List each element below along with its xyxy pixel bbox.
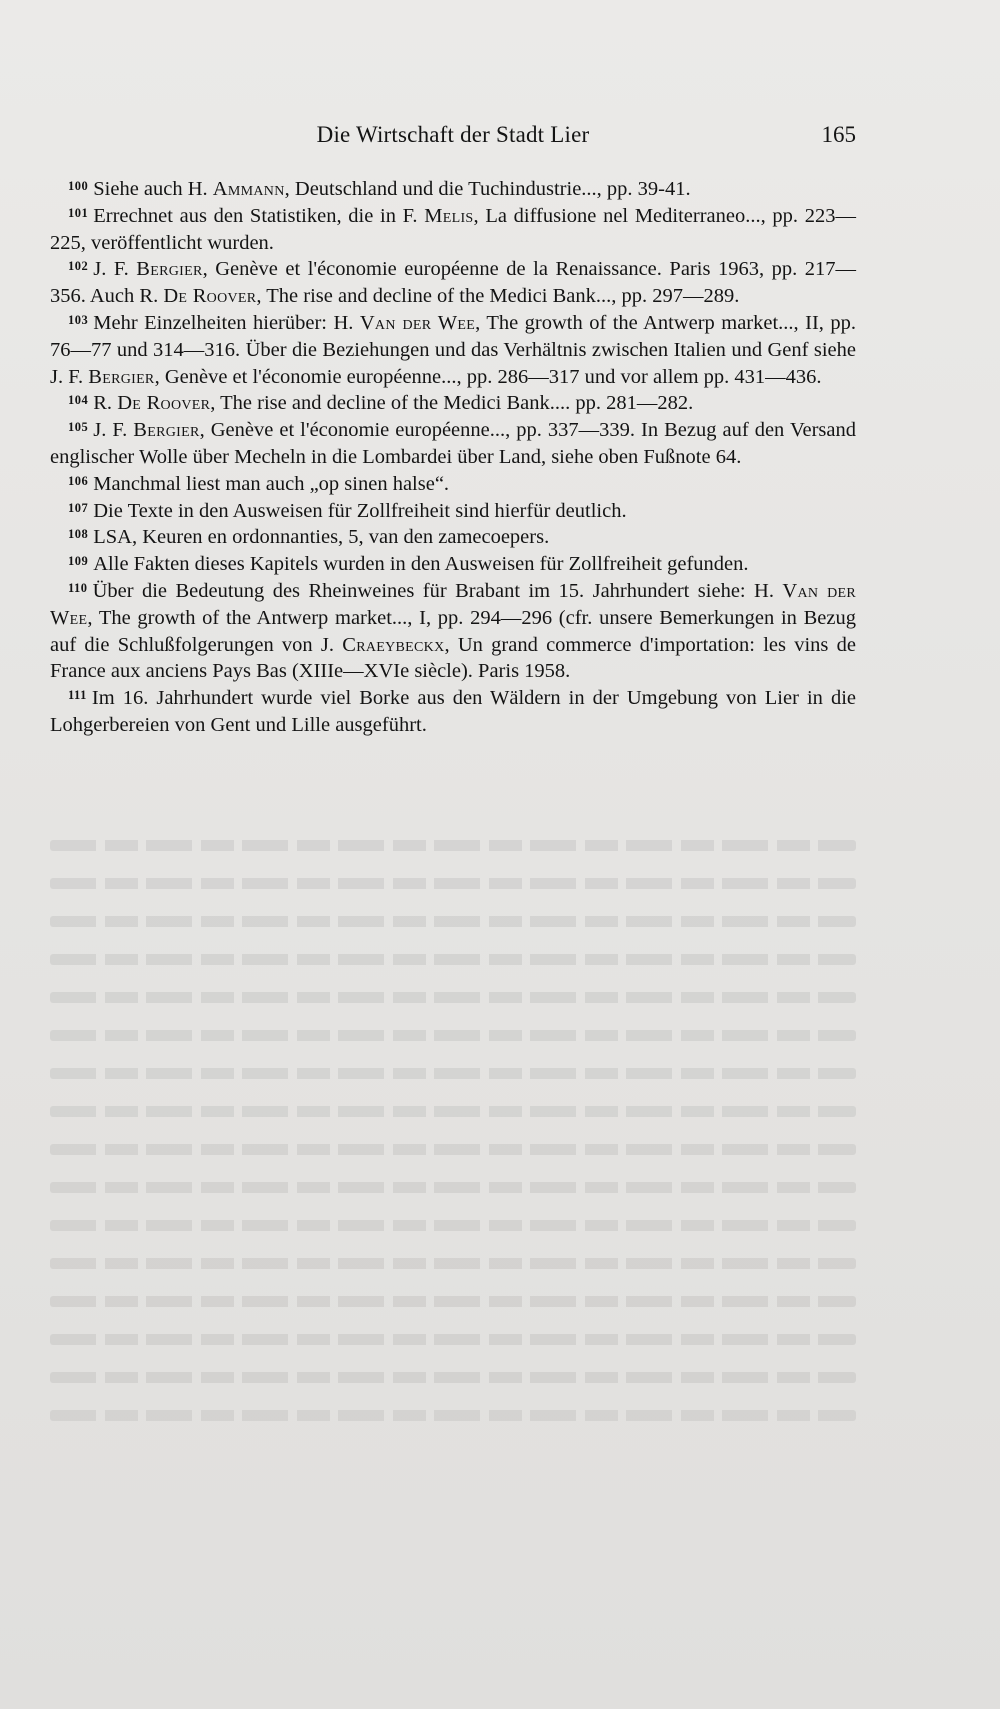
footnote-100 xyxy=(50,176,856,203)
footnote-110 xyxy=(50,578,856,685)
author-name: Bergier xyxy=(136,258,203,281)
footnote-106 xyxy=(50,471,856,498)
footnote-text: , The rise and decline of the Medici Bank.... pp. 281—282. xyxy=(210,392,694,415)
footnote-text: R. xyxy=(93,392,118,415)
footnote-105 xyxy=(50,417,856,471)
page-number: 165 xyxy=(821,122,856,147)
author-name: Bergier xyxy=(88,365,155,388)
footnote-text: , Genève et l'économie européenne..., pp. 286—317 und vor allem pp. 431—436. xyxy=(154,365,822,388)
page-header xyxy=(50,118,856,152)
footnote-text: , The growth of the Antwerp market..., II, pp. 76—77 und 314—316. Über die Beziehungen und das Verhältnis zwischen Italien und Genf siehe J. F. xyxy=(50,311,856,388)
running-title: Die Wirtschaft der Stadt Lier xyxy=(316,122,590,147)
author-name: Melis xyxy=(424,204,474,227)
footnote-text: , Genève et l'économie européenne..., pp. 337—339. In Bezug auf den Versand englischer Wolle über Mecheln in die Lombardei über Land, siehe oben Fußnote 64. xyxy=(50,419,856,468)
footnotes-list xyxy=(50,176,856,739)
author-name: Ammann xyxy=(212,178,285,200)
footnote-number: 107 xyxy=(68,500,89,515)
footnote-text: , Deutschland und die Tuchindustrie..., pp. 39-41. xyxy=(284,178,691,200)
author-name: Van der Wee xyxy=(359,311,476,334)
show-through-text xyxy=(50,840,856,1460)
footnote-text: LSA, Keuren en ordonnanties, 5, van den zamecoepers. xyxy=(93,526,550,549)
footnote-text: Manchmal liest man auch „op sinen halse“. xyxy=(93,472,450,495)
footnote-number: 109 xyxy=(68,554,89,569)
footnote-text: J. F. xyxy=(93,258,137,281)
footnote-text: Alle Fakten dieses Kapitels wurden in den Ausweisen für Zollfreiheit gefunden. xyxy=(93,553,749,576)
footnote-101 xyxy=(50,203,856,257)
footnote-text: , The rise and decline of the Medici Bank..., pp. 297—289. xyxy=(256,285,740,308)
footnote-number: 102 xyxy=(68,259,89,274)
footnote-number: 106 xyxy=(68,473,89,488)
footnote-number: 105 xyxy=(68,420,89,435)
author-name: Bergier xyxy=(133,419,200,442)
footnote-text: Siehe auch H. xyxy=(93,178,213,200)
footnote-104 xyxy=(50,390,856,417)
author-name: De Roover xyxy=(117,392,211,415)
footnote-text: J. F. xyxy=(93,419,134,442)
footnote-text: , La diffusione nel Mediterraneo..., pp. 223—225, veröffentlicht wurden. xyxy=(50,204,856,254)
author-name: De Roover xyxy=(163,285,257,308)
footnote-number: 103 xyxy=(68,312,89,327)
footnote-number: 108 xyxy=(68,527,89,542)
author-name: Van der Wee xyxy=(50,579,856,629)
footnote-text: , Genève et l'économie européenne de la Renaissance. Paris 1963, pp. 217—356. Auch R. xyxy=(50,258,856,308)
footnote-number: 104 xyxy=(68,393,89,408)
footnote-103 xyxy=(50,310,856,390)
footnote-text: Im 16. Jahrhundert wurde viel Borke aus den Wäldern in der Umgebung von Lier in die Lohgerbereien von Gent und Lille ausgeführt. xyxy=(50,687,856,736)
footnote-text: Mehr Einzelheiten hierüber: H. xyxy=(93,311,360,334)
footnote-text: Über die Bedeutung des Rheinweines für Brabant im 15. Jahrhundert siehe: H. xyxy=(92,579,783,602)
footnote-number: 110 xyxy=(68,580,88,595)
footnote-text: Errechnet aus den Statistiken, die in F. xyxy=(93,204,425,227)
footnote-number: 101 xyxy=(68,205,89,220)
footnote-109 xyxy=(50,551,856,578)
footnote-107 xyxy=(50,498,856,525)
footnote-111 xyxy=(50,685,856,739)
footnote-number: 100 xyxy=(68,179,89,193)
footnote-102 xyxy=(50,256,856,310)
footnote-number: 111 xyxy=(68,688,87,703)
footnote-108 xyxy=(50,524,856,551)
footnote-text: Die Texte in den Ausweisen für Zollfreiheit sind hierfür deutlich. xyxy=(93,499,627,522)
footnote-text: , Un grand commerce d'importation: les vins de France aux anciens Pays Bas (XIIIe—XVIe siècle). Paris 1958. xyxy=(50,633,856,683)
author-name: Craeybeckx xyxy=(342,633,445,656)
footnote-text: , The growth of the Antwerp market..., I, pp. 294—296 (cfr. unsere Bemerkungen in Bezug auf die Schlußfolgerungen von J. xyxy=(50,606,856,656)
